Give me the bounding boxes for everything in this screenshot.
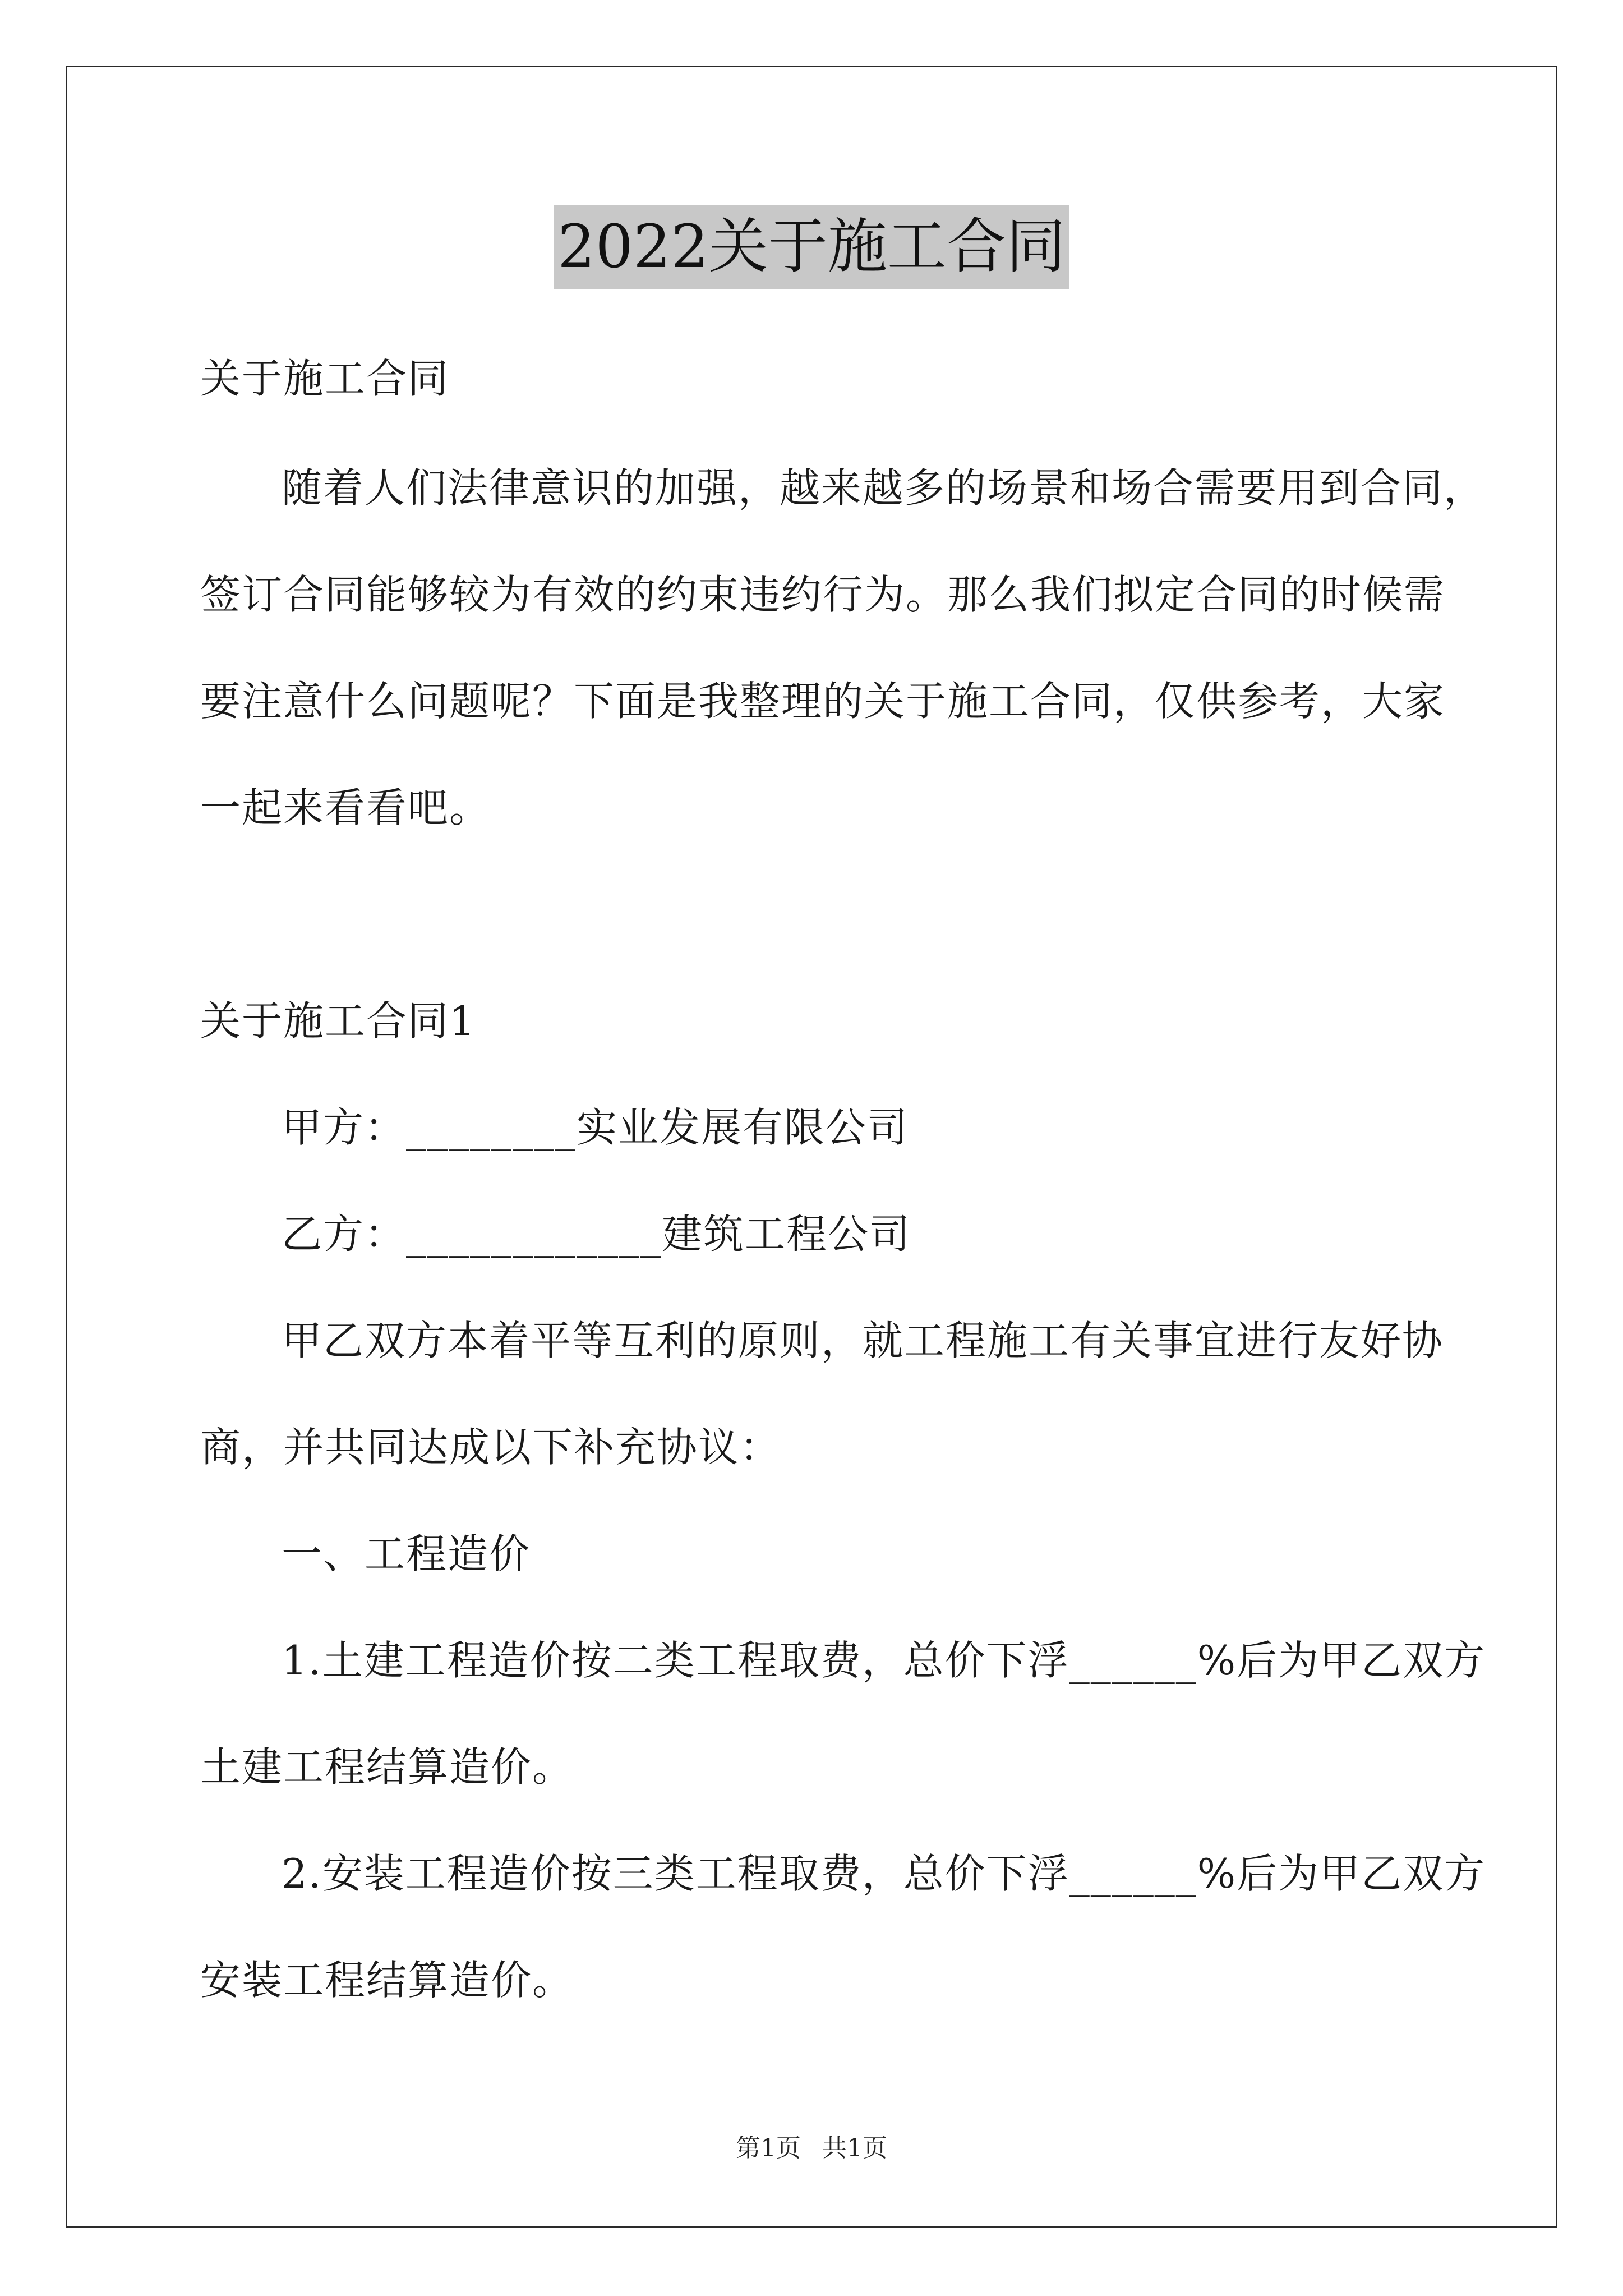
intro-paragraph-line: 签订合同能够较为有效的约束违约行为。那么我们拟定合同的时候需: [200, 571, 1446, 618]
page-total: 共1页: [822, 2134, 887, 2162]
intro-paragraph-line: 随着人们法律意识的加强，越来越多的场景和场合需要用到合同，: [282, 464, 1486, 512]
clause-item-line: 2.安装工程造价按三类工程取费，总价下浮______%后为甲乙双方: [282, 1850, 1486, 1897]
page-footer: [0, 2132, 1623, 2165]
clause-item-line: 土建工程结算造价。: [200, 1743, 574, 1791]
clause-heading: 一、工程造价: [282, 1530, 531, 1577]
page-number: 第1页: [736, 2134, 801, 2162]
agreement-paragraph-line: 甲乙双方本着平等互利的原则，就工程施工有关事宜进行友好协: [282, 1317, 1444, 1364]
intro-paragraph-line: 一起来看看吧。: [200, 784, 491, 831]
contract-heading: 关于施工合同1: [200, 997, 476, 1045]
agreement-paragraph-line: 商，并共同达成以下补充协议：: [200, 1424, 782, 1471]
party-a-line: 甲方：________实业发展有限公司: [282, 1104, 909, 1151]
clause-item-line: 安装工程结算造价。: [200, 1957, 574, 2004]
party-b-line: 乙方：____________建筑工程公司: [282, 1211, 911, 1258]
title-container: [0, 205, 1623, 289]
clause-item-line: 1.土建工程造价按二类工程取费，总价下浮______%后为甲乙双方: [282, 1637, 1486, 1684]
section-heading: 关于施工合同: [200, 355, 450, 402]
document-title: 2022关于施工合同: [554, 205, 1069, 289]
intro-paragraph-line: 要注意什么问题呢？下面是我整理的关于施工合同，仅供参考，大家: [200, 678, 1446, 725]
